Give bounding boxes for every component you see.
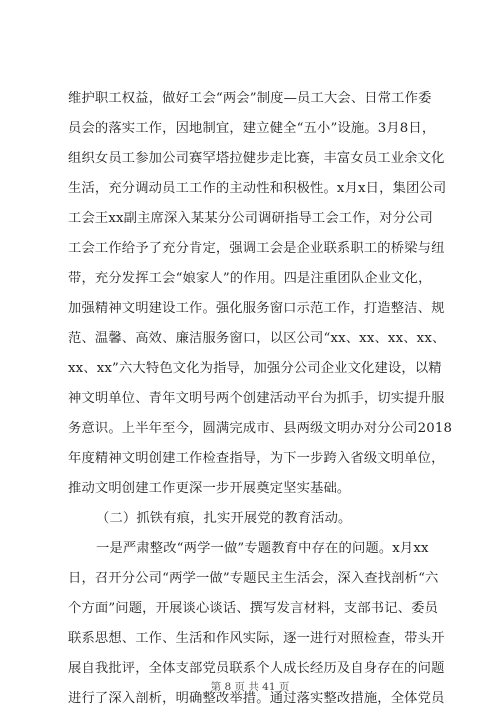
body-text-line: 组织女员工参加公司赛罕塔拉健步走比赛，丰富女员工业余文化 [68, 151, 445, 166]
body-text-line: 一是严肃整改“两学一做”专题教育中存在的问题。x月xx [96, 541, 429, 556]
body-text-line: 务意识。上半年至今，圆满完成市、县两级文明办对分公司2018 [68, 421, 453, 436]
body-text-line: 神文明单位、青年文明号两个创建活动平台为抓手，切实提升服 [68, 391, 445, 406]
body-text-line: 个方面”问题，开展谈心谈话、撰写发言材料，支部书记、委员 [68, 601, 439, 616]
body-text-line: 日，召开分公司“两学一做”专题民主生活会，深入查找剖析“六 [68, 571, 439, 586]
body-text-line: 带，充分发挥工会“娘家人”的作用。四是注重团队企业文化， [68, 271, 432, 286]
body-text-line: 进行了深入剖析，明确整改举措。通过落实整改措施，全体党员 [68, 691, 445, 706]
body-text-line: 联系思想、工作、生活和作风实际，逐一进行对照检查，带头开 [68, 631, 445, 646]
body-text-line: 生活，充分调动员工工作的主动性和积极性。x月x日，集团公司 [68, 181, 447, 196]
body-text-line: 范、温馨、高效、廉洁服务窗口，以区公司“xx、xx、xx、xx、 [68, 331, 446, 346]
page-number-footer: 第 8 页 共 41 页 [210, 681, 290, 693]
body-text-line: 年度精神文明创建工作检查指导，为下一步跨入省级文明单位， [68, 451, 445, 466]
body-text-line: 展自我批评，全体支部党员联系个人成长经历及自身存在的问题 [68, 661, 445, 676]
body-text-line: 工会工作给予了充分肯定，强调工会是企业联系职工的桥梁与纽 [68, 241, 445, 256]
body-text-line: xx、xx”六大特色文化为指导，加强分公司企业文化建设，以精 [68, 361, 442, 376]
body-text-line: 维护职工权益，做好工会“两会”制度—员工大会、日常工作委 [68, 91, 432, 106]
body-text-line: 员会的落实工作，因地制宜，建立健全“五小”设施。3月8日， [68, 121, 436, 136]
section-heading: （二）抓铁有痕，扎实开展党的教育活动。 [96, 511, 352, 526]
body-text-line: 加强精神文明建设工作。强化服务窗口示范工作，打造整洁、规 [68, 301, 445, 316]
body-text-line: 工会王xx副主席深入某某分公司调研指导工会工作，对分公司 [68, 211, 433, 226]
body-text-line: 推动文明创建工作更深一步开展奠定坚实基础。 [68, 481, 351, 496]
